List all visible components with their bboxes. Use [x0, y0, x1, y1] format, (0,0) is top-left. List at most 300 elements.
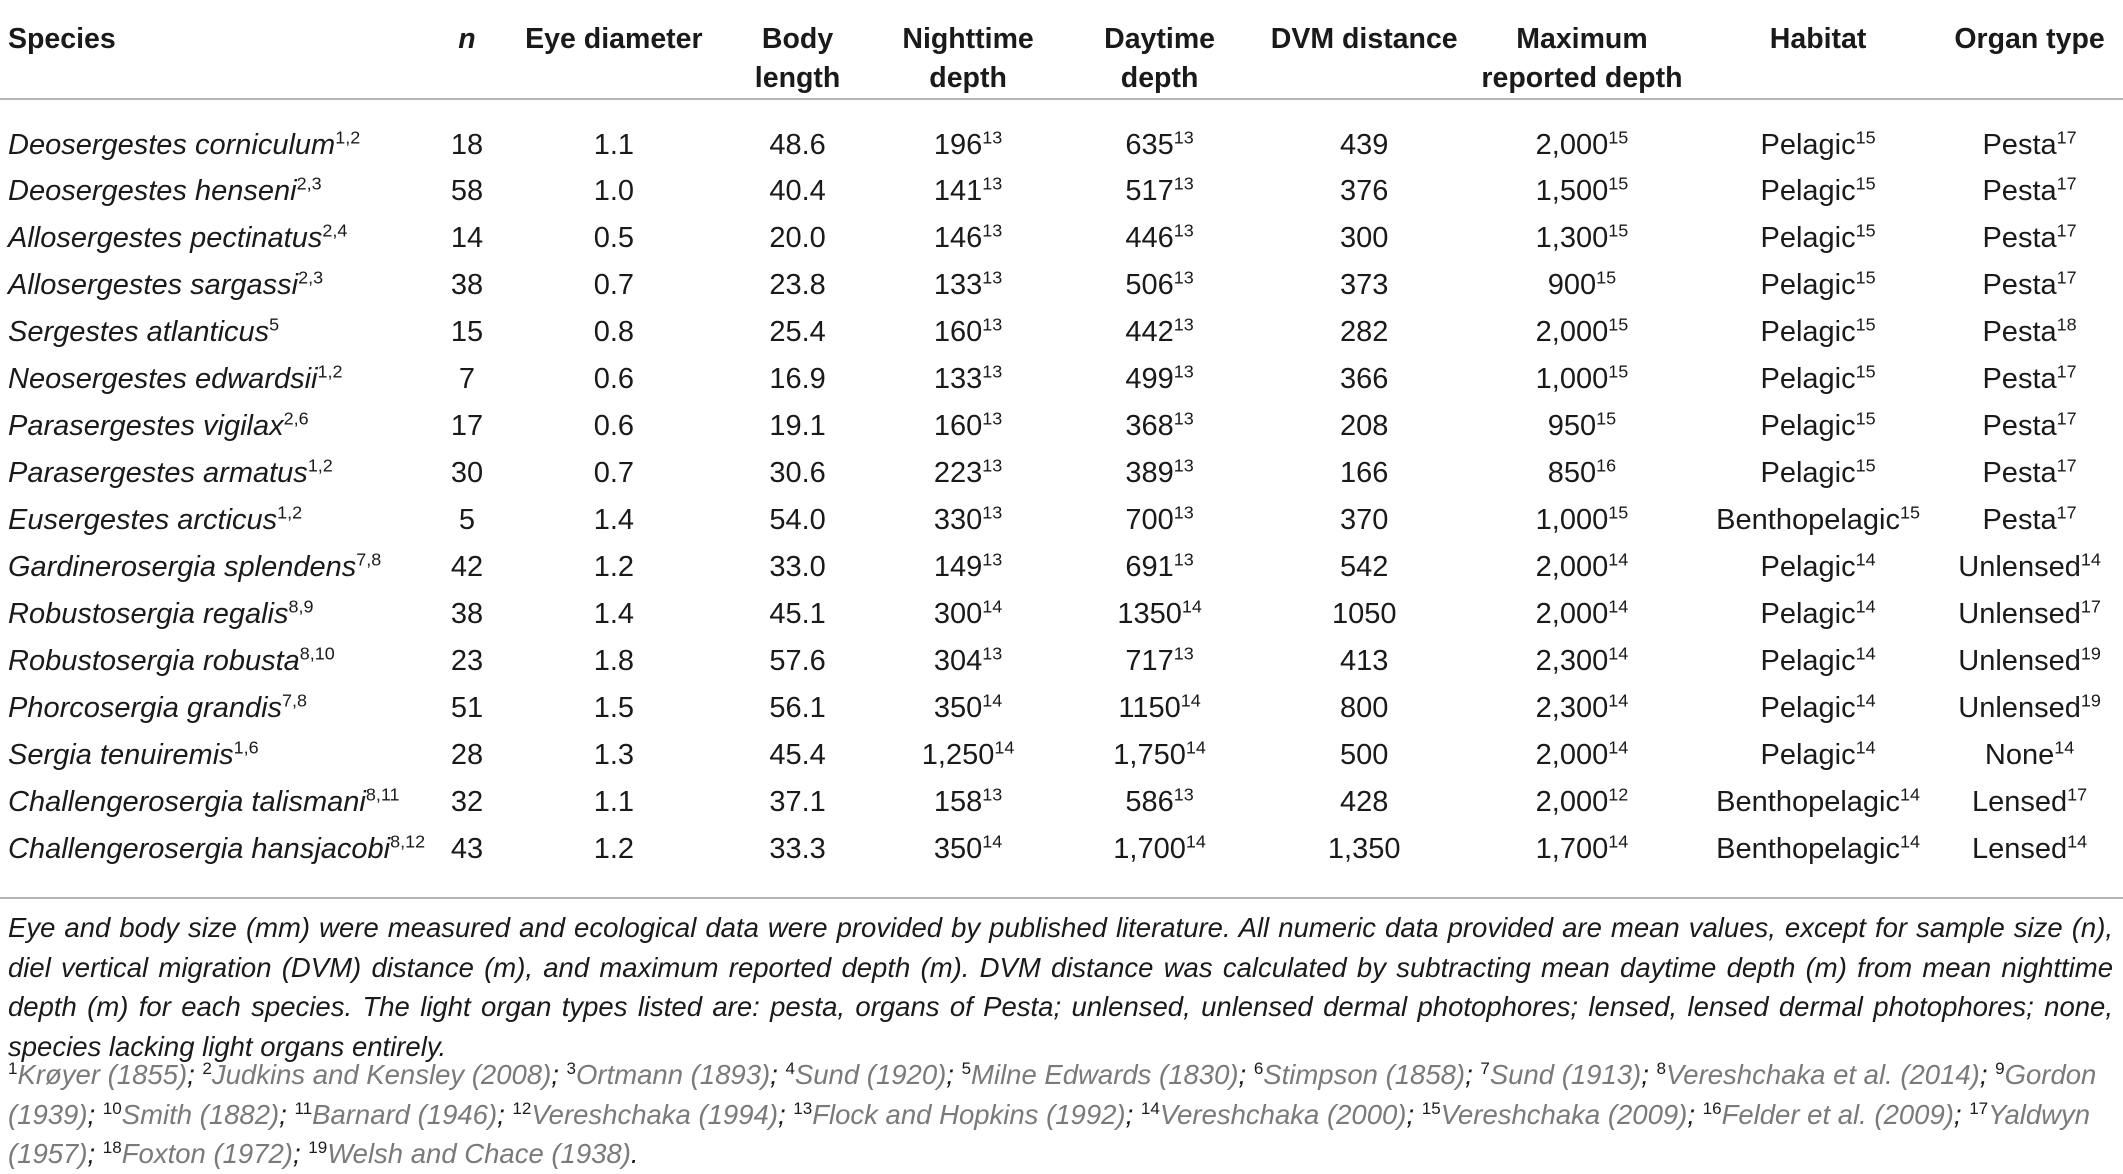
reference-number: 8: [1656, 1058, 1666, 1078]
cell-nighttime-depth-value: 223: [933, 457, 983, 489]
cell-organ-type-value: None: [1984, 739, 2055, 771]
header-n: n: [420, 0, 514, 99]
cell-n: [420, 497, 514, 544]
table-body: [0, 99, 2123, 881]
cell-organ-type-value: Pesta: [1982, 128, 2057, 161]
cell-dvm-distance-value: 208: [1340, 410, 1389, 442]
cell-daytime-depth: [1055, 544, 1265, 591]
cell-nighttime-depth-value: 133: [933, 269, 983, 301]
citation-superscript: 15: [1608, 220, 1629, 241]
citation-superscript: 5: [269, 314, 280, 335]
cell-dvm-distance: [1265, 262, 1464, 309]
cell-daytime-depth: [1055, 262, 1265, 309]
header-max-line1: Maximum: [1516, 23, 1648, 55]
cell-max-depth: [1464, 732, 1700, 779]
reference-link[interactable]: Foxton (1972): [121, 1138, 293, 1169]
cell-eye-diameter-value: 1.2: [593, 833, 635, 865]
cell-body-length-value: 33.0: [769, 551, 826, 583]
cell-max-depth-value: 2,000: [1535, 551, 1609, 583]
cell-daytime-depth-value: 635: [1125, 128, 1174, 161]
cell-species-value: Neosergestes edwardsii: [8, 363, 318, 395]
cell-nighttime-depth: [882, 685, 1055, 732]
cell-dvm-distance: [1265, 826, 1464, 881]
header-daytime-line2: depth: [1120, 62, 1199, 94]
citation-superscript: 19: [2080, 690, 2101, 711]
reference-link[interactable]: Barnard (1946): [312, 1098, 498, 1130]
cell-n: [420, 591, 514, 638]
cell-dvm-distance-value: 300: [1340, 222, 1389, 254]
cell-max-depth: [1464, 779, 1700, 826]
citation-superscript: 17: [2056, 126, 2077, 147]
cell-eye-diameter: [514, 168, 713, 215]
cell-n: [420, 732, 514, 779]
cell-eye-diameter: [514, 215, 713, 262]
cell-body-length: [714, 356, 882, 403]
cell-nighttime-depth-value: 160: [933, 316, 983, 348]
reference-number: 4: [785, 1058, 795, 1078]
cell-organ-type: [1936, 450, 2123, 497]
citation-superscript: 15: [1855, 408, 1876, 429]
cell-eye-diameter-value: 1.1: [593, 786, 635, 818]
cell-organ-type: [1936, 638, 2123, 685]
cell-habitat: [1700, 779, 1936, 826]
cell-habitat: [1700, 732, 1936, 779]
cell-body-length: [714, 497, 882, 544]
cell-n-value: 38: [450, 598, 484, 630]
cell-n: [420, 356, 514, 403]
cell-habitat-value: Pelagic: [1760, 269, 1856, 301]
reference-link[interactable]: Milne Edwards (1830): [971, 1059, 1239, 1090]
cell-species: [0, 497, 420, 544]
cell-nighttime-depth: [882, 168, 1055, 215]
table-row: [0, 168, 2123, 215]
reference-link[interactable]: Smith (1882): [121, 1098, 280, 1130]
citation-superscript: 14: [1608, 549, 1629, 570]
cell-nighttime-depth-value: 133: [933, 363, 983, 395]
cell-species-value: Eusergestes arcticus: [8, 504, 278, 536]
citation-superscript: 14: [994, 737, 1015, 758]
citation-superscript: 17: [2056, 173, 2077, 194]
cell-nighttime-depth-value: 149: [933, 551, 983, 583]
cell-habitat: [1700, 99, 1936, 168]
cell-habitat-value: Pelagic: [1760, 363, 1856, 395]
cell-body-length: [714, 826, 882, 881]
citation-superscript: 15: [1608, 126, 1629, 147]
cell-max-depth-value: 2,000: [1535, 128, 1609, 161]
cell-nighttime-depth-value: 300: [933, 598, 983, 630]
cell-daytime-depth: [1055, 215, 1265, 262]
cell-organ-type-value: Lensed: [1971, 786, 2068, 818]
cell-max-depth: [1464, 262, 1700, 309]
citation-superscript: 14: [982, 690, 1003, 711]
cell-daytime-depth: [1055, 99, 1265, 168]
citation-superscript: 13: [1173, 361, 1194, 382]
cell-n-value: 15: [450, 316, 484, 348]
cell-organ-type: [1936, 309, 2123, 356]
cell-eye-diameter-value: 0.6: [593, 363, 635, 395]
cell-max-depth: [1464, 591, 1700, 638]
cell-species: [0, 638, 420, 685]
cell-eye-diameter-value: 0.8: [593, 316, 635, 348]
cell-nighttime-depth: [882, 591, 1055, 638]
cell-organ-type: [1936, 168, 2123, 215]
cell-n-value: 7: [458, 363, 476, 395]
cell-eye-diameter-value: 1.4: [593, 598, 635, 630]
cell-daytime-depth-value: 691: [1125, 551, 1174, 583]
reference-link[interactable]: Vereshchaka (2000): [1159, 1098, 1407, 1130]
cell-body-length: [714, 450, 882, 497]
cell-daytime-depth-value: 368: [1125, 410, 1174, 442]
cell-daytime-depth: [1055, 309, 1265, 356]
cell-eye-diameter: [514, 403, 713, 450]
citation-superscript: 2,3: [296, 173, 322, 194]
cell-nighttime-depth: [882, 403, 1055, 450]
citation-superscript: 15: [1855, 220, 1876, 241]
cell-habitat: [1700, 262, 1936, 309]
citation-superscript: 15: [1855, 173, 1876, 194]
cell-daytime-depth: [1055, 732, 1265, 779]
cell-max-depth: [1464, 826, 1700, 881]
cell-dvm-distance: [1265, 779, 1464, 826]
cell-daytime-depth-value: 1150: [1118, 692, 1181, 724]
cell-eye-diameter-value: 0.5: [593, 222, 635, 254]
cell-species-value: Deosergestes henseni: [8, 175, 297, 207]
cell-species: [0, 403, 420, 450]
cell-dvm-distance-value: 542: [1340, 551, 1389, 583]
citation-superscript: 13: [1173, 126, 1194, 147]
cell-body-length-value: 19.1: [769, 410, 826, 442]
cell-organ-type: [1936, 497, 2123, 544]
cell-species: [0, 356, 420, 403]
cell-nighttime-depth-value: 304: [933, 645, 983, 677]
reference-number: 15: [1421, 1098, 1441, 1118]
citation-superscript: 15: [1855, 126, 1876, 147]
cell-species-value: Allosergestes sargassi: [8, 269, 299, 301]
cell-eye-diameter-value: 0.7: [593, 457, 635, 489]
header-nighttime-line2: depth: [929, 62, 1007, 94]
cell-eye-diameter: [514, 99, 713, 168]
cell-organ-type-value: Pesta: [1982, 363, 2057, 395]
cell-dvm-distance: [1265, 215, 1464, 262]
cell-dvm-distance-value: 439: [1340, 128, 1389, 161]
cell-body-length-value: 54.0: [769, 504, 826, 536]
cell-nighttime-depth: [882, 779, 1055, 826]
cell-n: [420, 450, 514, 497]
cell-habitat: [1700, 638, 1936, 685]
reference-link[interactable]: Vereshchaka et al. (2014): [1665, 1059, 1980, 1090]
reference-link[interactable]: Judkins and Kensley (2008): [211, 1059, 552, 1090]
cell-max-depth-value: 1,000: [1535, 363, 1609, 395]
cell-nighttime-depth-value: 330: [933, 504, 983, 536]
citation-superscript: 17: [2056, 502, 2077, 523]
reference-link[interactable]: Vereshchaka (2009): [1440, 1098, 1688, 1130]
cell-species: [0, 99, 420, 168]
cell-habitat-value: Pelagic: [1760, 128, 1856, 161]
cell-dvm-distance: [1265, 356, 1464, 403]
cell-eye-diameter: [514, 826, 713, 881]
cell-max-depth-value: 1,500: [1535, 175, 1609, 207]
cell-max-depth: [1464, 450, 1700, 497]
cell-body-length-value: 48.6: [769, 128, 826, 161]
citation-superscript: 14: [982, 831, 1003, 852]
citation-superscript: 14: [1855, 690, 1876, 711]
cell-habitat: [1700, 309, 1936, 356]
citation-superscript: 14: [1608, 596, 1629, 617]
cell-n: [420, 826, 514, 881]
citation-superscript: 14: [1899, 784, 1920, 805]
citation-superscript: 15: [1608, 502, 1629, 523]
reference-link[interactable]: Sund (1920): [794, 1059, 947, 1090]
citation-superscript: 14: [2067, 831, 2088, 852]
cell-species-value: Robustosergia robusta: [8, 645, 300, 677]
reference-link[interactable]: Sund (1913): [1489, 1059, 1642, 1090]
cell-species-value: Phorcosergia grandis: [8, 692, 283, 724]
cell-dvm-distance: [1265, 450, 1464, 497]
cell-organ-type: [1936, 544, 2123, 591]
reference-link[interactable]: Gordon (1939): [8, 1059, 2097, 1130]
citation-superscript: 1,2: [335, 126, 361, 147]
cell-species: [0, 779, 420, 826]
citation-superscript: 19: [2080, 643, 2101, 664]
citation-superscript: 14: [1608, 831, 1629, 852]
reference-number: 18: [102, 1137, 122, 1157]
citation-superscript: 14: [1608, 643, 1629, 664]
cell-daytime-depth-value: 1,750: [1113, 739, 1186, 771]
citation-superscript: 13: [982, 502, 1003, 523]
cell-dvm-distance: [1265, 168, 1464, 215]
cell-dvm-distance: [1265, 732, 1464, 779]
table-row: [0, 779, 2123, 826]
citation-superscript: 13: [982, 784, 1003, 805]
reference-number: 12: [512, 1098, 532, 1118]
citation-superscript: 12: [1608, 784, 1629, 805]
cell-daytime-depth-value: 586: [1125, 786, 1174, 818]
cell-n-value: 58: [450, 175, 484, 207]
citation-superscript: 13: [982, 549, 1003, 570]
cell-max-depth: [1464, 685, 1700, 732]
cell-nighttime-depth: [882, 99, 1055, 168]
citation-superscript: 14: [2054, 737, 2075, 758]
cell-body-length: [714, 168, 882, 215]
header-nighttime-line1: Nighttime: [902, 23, 1034, 55]
citation-superscript: 7,8: [356, 549, 382, 570]
table-header-row: [0, 0, 2123, 99]
cell-habitat: [1700, 403, 1936, 450]
cell-daytime-depth-value: 1,700: [1113, 833, 1186, 865]
cell-eye-diameter-value: 1.3: [593, 739, 635, 771]
reference-list: $^1$Krøyer (1855); $^2$Judkins and Kensley (2008); $^3$Ortmann (1893); $^4$Sund (1920); $^5$Milne Edwards (1830); $^6$Stimpson (1858); $^7$Sund (1913); $^8$Vereshchaka et al. (2014); $^9$Gordon (1939); $^{10}$Smith (1882); $^{11}$Barnard (1946); $^{12}$Vereshchaka (1994); $^{13}$Flock and Hopkins (1992); $^{14}$Vereshchaka (2000); $^{15}$Vereshchaka (2009); $^{16}$Felder et al. (2009); $^{17}$Yaldwyn (1957); $^{18}$Foxton (1972); $^{19}$Welsh and Chace (1938).: [8, 1058, 2097, 1169]
cell-eye-diameter-value: 1.5: [593, 692, 635, 724]
cell-max-depth-value: 2,300: [1535, 692, 1609, 724]
cell-nighttime-depth-value: 160: [933, 410, 983, 442]
cell-daytime-depth: [1055, 168, 1265, 215]
cell-max-depth: [1464, 215, 1700, 262]
cell-organ-type: [1936, 403, 2123, 450]
cell-n-value: 38: [450, 269, 484, 301]
cell-n: [420, 262, 514, 309]
citation-superscript: 13: [1173, 643, 1194, 664]
cell-eye-diameter: [514, 638, 713, 685]
reference-link[interactable]: Ortmann (1893): [576, 1059, 771, 1090]
cell-dvm-distance-value: 370: [1340, 504, 1389, 536]
cell-organ-type-value: Unlensed: [1958, 645, 2081, 677]
reference-link[interactable]: Vereshchaka (1994): [531, 1098, 778, 1130]
cell-daytime-depth-value: 506: [1125, 269, 1174, 301]
cell-max-depth-value: 850: [1547, 457, 1597, 489]
cell-max-depth: [1464, 544, 1700, 591]
reference-link[interactable]: Welsh and Chace (1938): [327, 1138, 631, 1169]
cell-n-value: 17: [450, 410, 484, 442]
reference-number: 19: [308, 1137, 328, 1157]
cell-body-length: [714, 544, 882, 591]
cell-body-length: [714, 99, 882, 168]
cell-dvm-distance-value: 1,350: [1327, 833, 1401, 865]
reference-link[interactable]: Flock and Hopkins (1992): [812, 1098, 1126, 1130]
cell-daytime-depth-value: 499: [1125, 363, 1174, 395]
cell-species: [0, 544, 420, 591]
citation-superscript: 14: [1855, 549, 1876, 570]
cell-max-depth: [1464, 638, 1700, 685]
cell-max-depth-value: 950: [1547, 410, 1597, 442]
cell-eye-diameter: [514, 262, 713, 309]
citation-superscript: 8,10: [299, 643, 335, 664]
cell-species-value: Allosergestes pectinatus: [8, 222, 323, 254]
cell-max-depth-value: 1,700: [1535, 833, 1609, 865]
cell-n-value: 32: [450, 786, 484, 818]
cell-daytime-depth: [1055, 403, 1265, 450]
cell-body-length-value: 37.1: [769, 786, 826, 818]
header-eye-diameter: Eye diameter: [514, 0, 713, 99]
citation-superscript: 17: [2056, 408, 2077, 429]
cell-dvm-distance: [1265, 685, 1464, 732]
citation-superscript: 13: [982, 361, 1003, 382]
cell-max-depth: [1464, 168, 1700, 215]
citation-superscript: 13: [982, 267, 1003, 288]
cell-organ-type: [1936, 826, 2123, 881]
cell-habitat: [1700, 685, 1936, 732]
reference-link[interactable]: Krøyer (1855): [17, 1059, 188, 1090]
cell-n-value: 43: [450, 833, 484, 865]
cell-n-value: 18: [450, 128, 484, 161]
cell-daytime-depth-value: 700: [1125, 504, 1174, 536]
cell-n: [420, 309, 514, 356]
cell-nighttime-depth-value: 1,250: [921, 739, 995, 771]
cell-n: [420, 779, 514, 826]
header-nighttime-depth: [882, 0, 1055, 99]
cell-species-value: Sergia tenuiremis: [8, 739, 234, 771]
reference-link[interactable]: Felder et al. (2009): [1721, 1098, 1954, 1130]
cell-dvm-distance: [1265, 99, 1464, 168]
cell-n-value: 5: [458, 504, 476, 536]
cell-eye-diameter-value: 1.8: [593, 645, 635, 677]
cell-dvm-distance-value: 1050: [1331, 598, 1397, 630]
citation-superscript: 8,12: [390, 831, 426, 852]
cell-n-value: 51: [450, 692, 484, 724]
cell-species-value: Challengerosergia talismani: [8, 786, 366, 818]
header-daytime-line1: Daytime: [1104, 23, 1216, 55]
cell-species: [0, 591, 420, 638]
cell-daytime-depth-value: 442: [1125, 316, 1174, 348]
citation-superscript: 15: [1855, 314, 1876, 335]
cell-body-length-value: 56.1: [769, 692, 826, 724]
citation-superscript: 13: [1173, 455, 1194, 476]
reference-number: 6: [1253, 1058, 1264, 1078]
header-max-line2: reported depth: [1481, 62, 1683, 94]
citation-superscript: 2,6: [283, 408, 309, 429]
reference-link[interactable]: Stimpson (1858): [1263, 1059, 1466, 1090]
citation-superscript: 14: [1855, 737, 1876, 758]
cell-max-depth: [1464, 356, 1700, 403]
cell-habitat: [1700, 356, 1936, 403]
cell-species: [0, 685, 420, 732]
cell-habitat-value: Pelagic: [1760, 175, 1856, 207]
citation-superscript: 14: [1181, 596, 1202, 617]
cell-species-value: Parasergestes vigilax: [8, 410, 284, 442]
cell-body-length: [714, 685, 882, 732]
cell-organ-type-value: Pesta: [1982, 175, 2057, 207]
citation-superscript: 15: [1855, 361, 1876, 382]
cell-dvm-distance: [1265, 544, 1464, 591]
cell-dvm-distance-value: 366: [1340, 363, 1389, 395]
cell-habitat: [1700, 591, 1936, 638]
cell-organ-type-value: Pesta: [1982, 269, 2057, 301]
citation-superscript: 15: [1855, 267, 1876, 288]
cell-nighttime-depth: [882, 826, 1055, 881]
header-species: Species: [0, 0, 420, 99]
cell-dvm-distance-value: 166: [1340, 457, 1389, 489]
cell-body-length-value: 30.6: [769, 457, 826, 489]
cell-nighttime-depth: [882, 732, 1055, 779]
citation-superscript: 1,2: [307, 455, 333, 476]
reference-number: 1: [8, 1058, 18, 1078]
cell-max-depth-value: 900: [1547, 269, 1597, 301]
cell-nighttime-depth: [882, 497, 1055, 544]
reference-number: 17: [1969, 1098, 1989, 1118]
citation-superscript: 15: [1899, 502, 1920, 523]
cell-organ-type: [1936, 732, 2123, 779]
table-row: [0, 309, 2123, 356]
citation-superscript: 14: [1180, 690, 1201, 711]
cell-daytime-depth: [1055, 450, 1265, 497]
reference-link[interactable]: Yaldwyn (1957): [8, 1098, 2091, 1169]
cell-body-length: [714, 732, 882, 779]
cell-habitat-value: Pelagic: [1760, 222, 1856, 254]
cell-nighttime-depth-value: 141: [933, 175, 983, 207]
cell-n-value: 14: [450, 222, 484, 254]
table-row: [0, 99, 2123, 168]
cell-species: [0, 309, 420, 356]
cell-habitat-value: Benthopelagic: [1716, 786, 1900, 818]
cell-body-length: [714, 779, 882, 826]
cell-daytime-depth: [1055, 638, 1265, 685]
citation-superscript: 14: [1608, 690, 1629, 711]
cell-daytime-depth-value: 389: [1125, 457, 1174, 489]
citation-superscript: 2,4: [322, 220, 348, 241]
cell-species-value: Gardinerosergia splendens: [8, 551, 357, 583]
cell-body-length-value: 45.1: [769, 598, 826, 630]
cell-daytime-depth-value: 517: [1125, 175, 1174, 207]
cell-organ-type: [1936, 591, 2123, 638]
cell-max-depth-value: 2,000: [1535, 786, 1609, 818]
cell-organ-type: [1936, 215, 2123, 262]
citation-superscript: 13: [1173, 502, 1194, 523]
cell-dvm-distance-value: 800: [1340, 692, 1389, 724]
cell-n-value: 23: [450, 645, 484, 677]
cell-daytime-depth: [1055, 826, 1265, 881]
citation-superscript: 7,8: [282, 690, 308, 711]
citation-superscript: 14: [1185, 831, 1206, 852]
citation-superscript: 14: [1899, 831, 1920, 852]
